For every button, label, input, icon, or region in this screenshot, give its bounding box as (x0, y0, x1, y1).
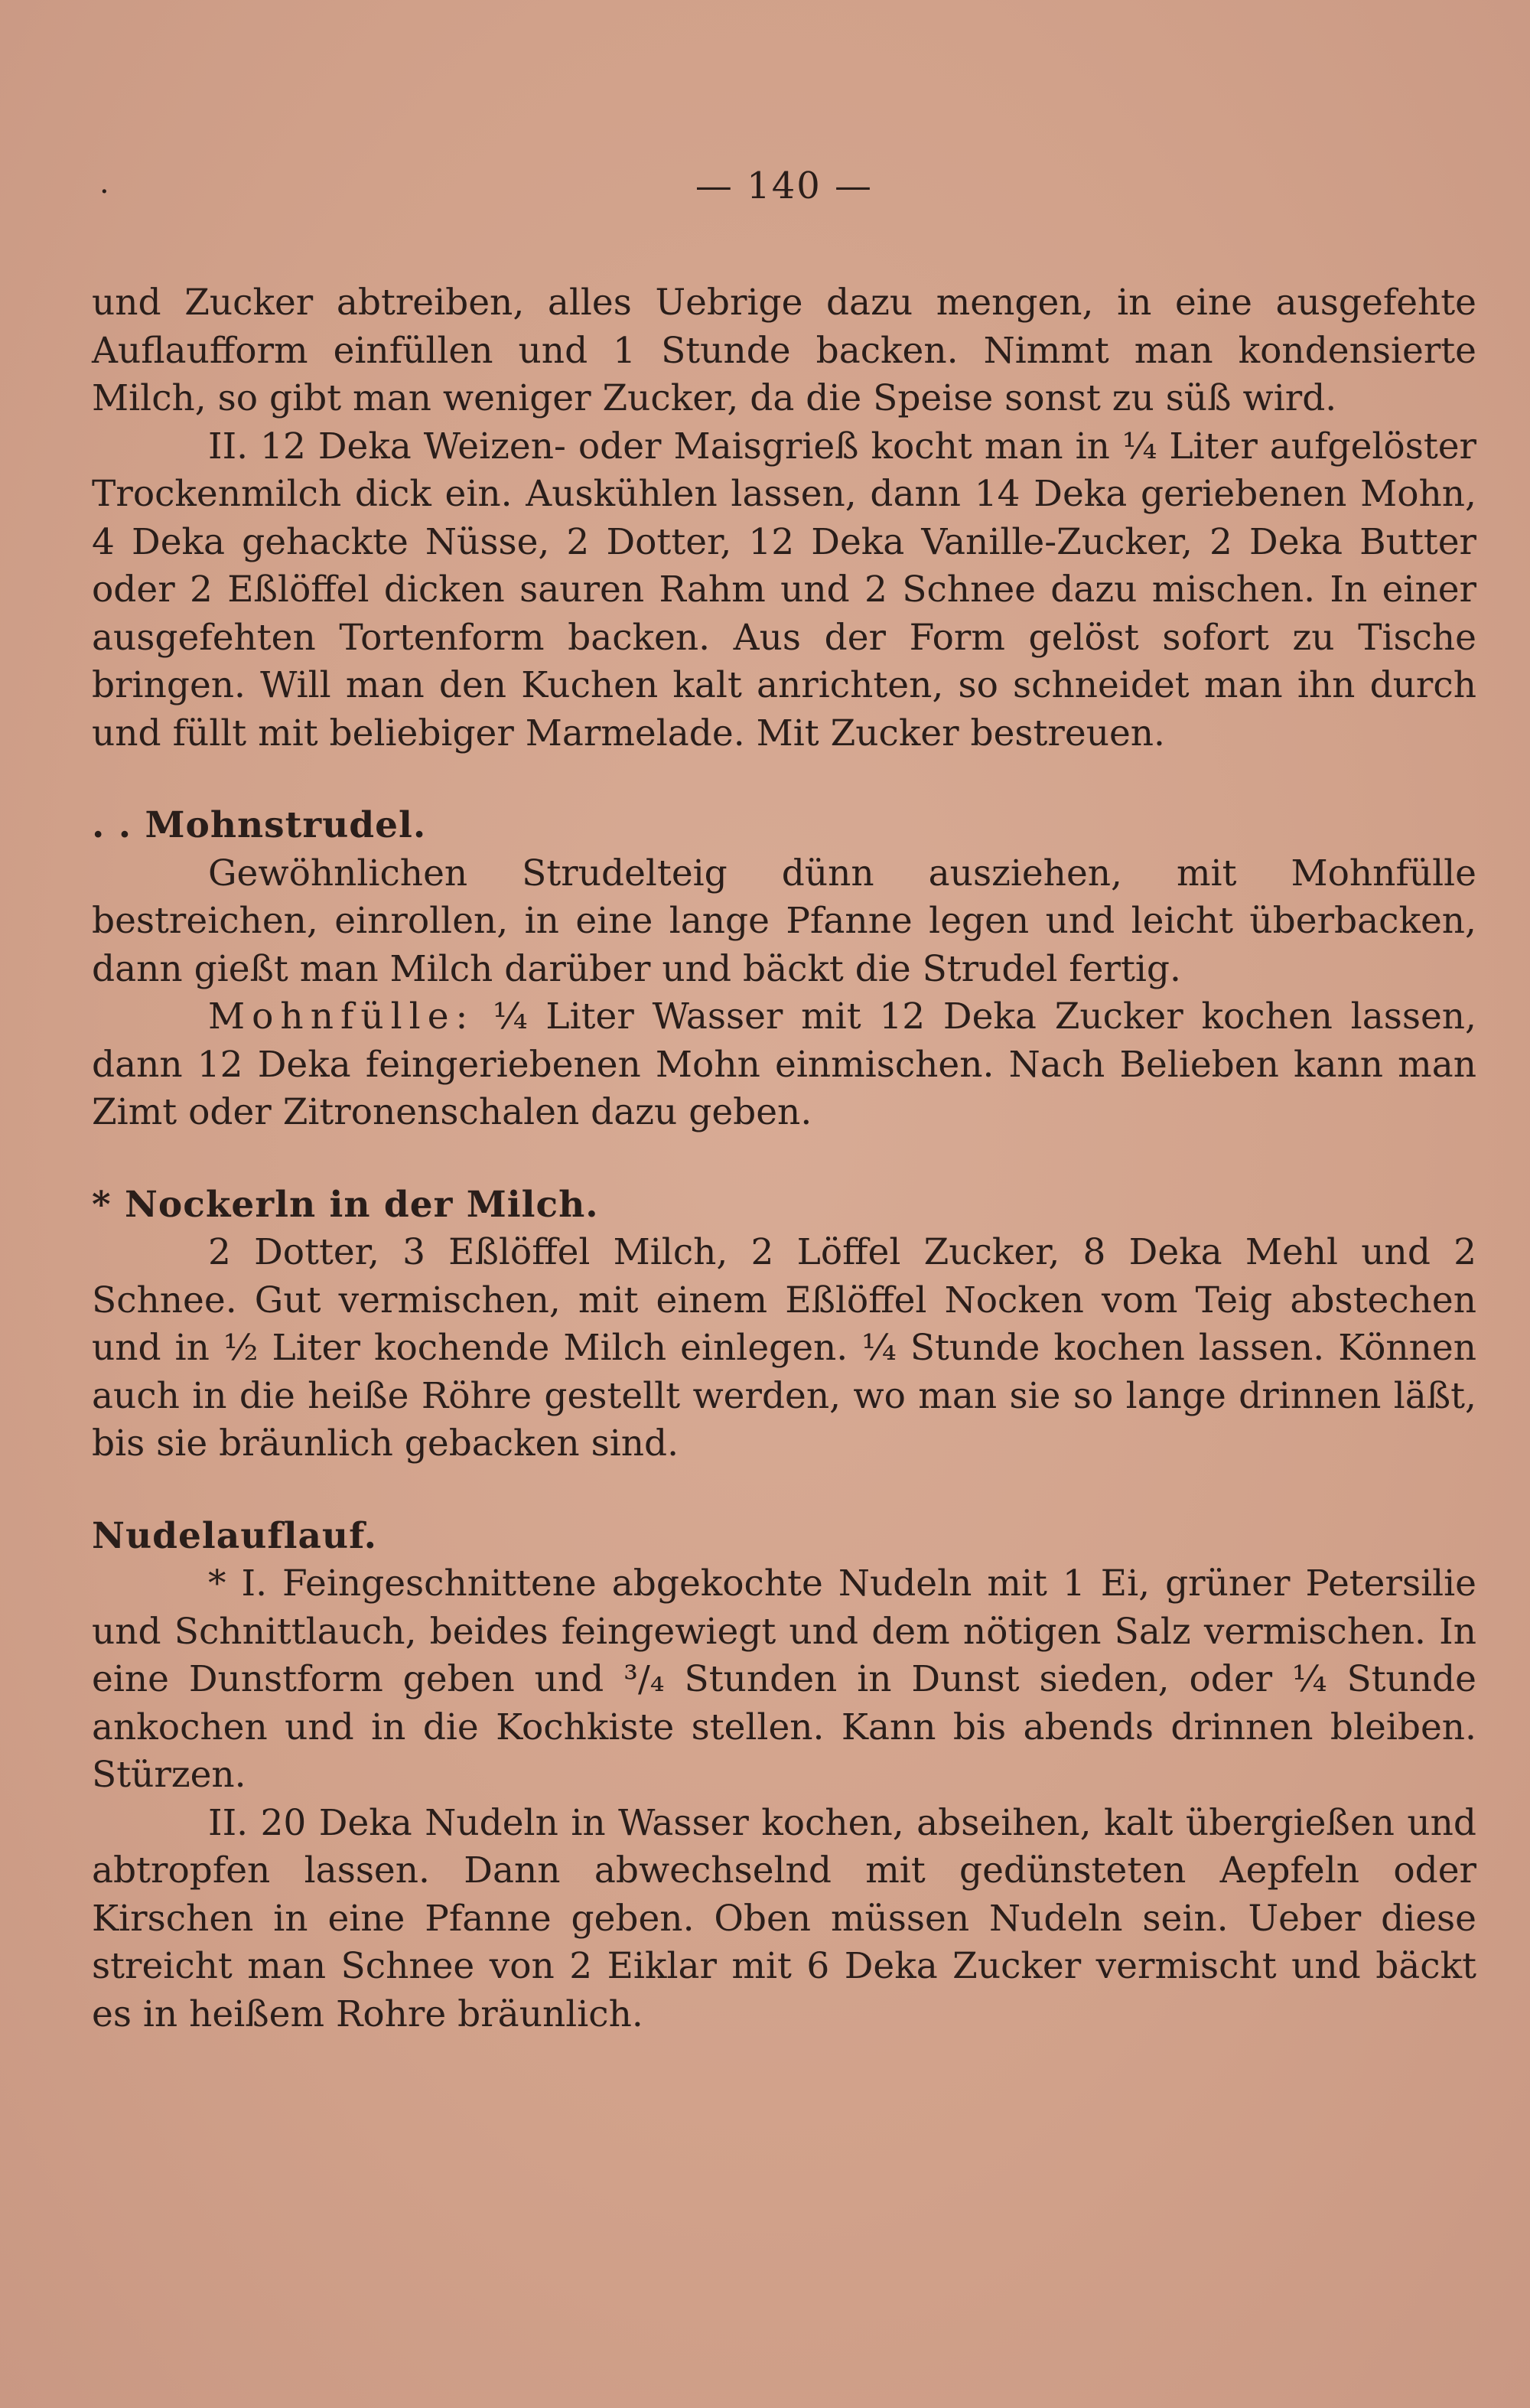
recipe-heading-mohnstrudel: . . Mohnstrudel. (92, 804, 427, 846)
nudelauflauf-variant-i-paragraph: * I. Feingeschnittene abgekochte Nudeln mit 1 Ei, grüner Petersilie und Schnittlauch, beides feingewiegt und dem nötigen Salz vermischen. In eine Dunstform geben und ³/₄ Stunden in Dunst sieden, oder ¼ Stunde ankochen und in die Kochkiste stellen. Kann bis abends drinnen bleiben. Stürzen. (92, 1562, 1476, 1796)
continued-paragraph: und Zucker abtreiben, alles Uebrige dazu mengen, in eine ausgefehte Auflaufform einfüllen und 1 Stunde backen. Nimmt man kondensierte Milch, so gibt man weniger Zucker, da die Speise sonst zu süß wird. (92, 282, 1476, 419)
stray-mark: · (99, 174, 109, 210)
nudelauflauf-variant-ii-paragraph: II. 20 Deka Nudeln in Wasser kochen, abseihen, kalt übergießen und abtropfen lassen. Dann abwechselnd mit gedünsteten Aepfeln oder Kirschen in eine Pfanne geben. Oben müssen Nudeln sein. Ueber diese streicht man Schnee von 2 Eiklar mit 6 Deka Zucker vermischt und bäckt es in heißem Rohre bräunlich. (92, 1801, 1476, 2035)
recipe-heading-nudelauflauf: Nudelauflauf. (92, 1514, 377, 1557)
mohnfuelle-paragraph (92, 993, 1476, 1137)
mohnfuelle-text: ¼ Liter Wasser mit 12 Deka Zucker kochen lassen, dann 12 Deka feingeriebenen Mohn einmischen. Nach Belieben kann man Zimt oder Zitronenschalen dazu geben. (92, 995, 1476, 1133)
mohnstrudel-paragraph: Gewöhnlichen Strudelteig dünn ausziehen, mit Mohnfülle bestreichen, einrollen, in eine lange Pfanne legen und leicht überbacken, dann gießt man Milch darüber und bäckt die Strudel fertig. (92, 852, 1476, 990)
recipe-heading-nockerln: * Nockerln in der Milch. (92, 1183, 599, 1226)
page-number: — 140 — (695, 165, 874, 207)
recipe-variant-ii-paragraph: II. 12 Deka Weizen- oder Maisgrieß kocht man in ¼ Liter aufgelöster Trockenmilch dick ein. Auskühlen lassen, dann 14 Deka geriebenen Mohn, 4 Deka gehackte Nüsse, 2 Dotter, 12 Deka Vanille-Zucker, 2 Deka Butter oder 2 Eßlöffel dicken sauren Rahm und 2 Schnee dazu mischen. In einer ausgefehten Tortenform backen. Aus der Form gelöst sofort zu Tische bringen. Will man den Kuchen kalt anrichten, so schneidet man ihn durch und füllt mit beliebiger Marmelade. Mit Zucker bestreuen. (92, 425, 1476, 754)
mohnfuelle-label: Mohnfülle: (208, 995, 475, 1038)
nockerln-paragraph: 2 Dotter, 3 Eßlöffel Milch, 2 Löffel Zucker, 8 Deka Mehl und 2 Schnee. Gut vermischen, mit einem Eßlöffel Nocken vom Teig abstechen und in ½ Liter kochende Milch einlegen. ¼ Stunde kochen lassen. Können auch in die heiße Röhre gestellt werden, wo man sie so lange drinnen läßt, bis sie bräunlich gebacken sind. (92, 1231, 1476, 1465)
page-content (92, 279, 1476, 2038)
